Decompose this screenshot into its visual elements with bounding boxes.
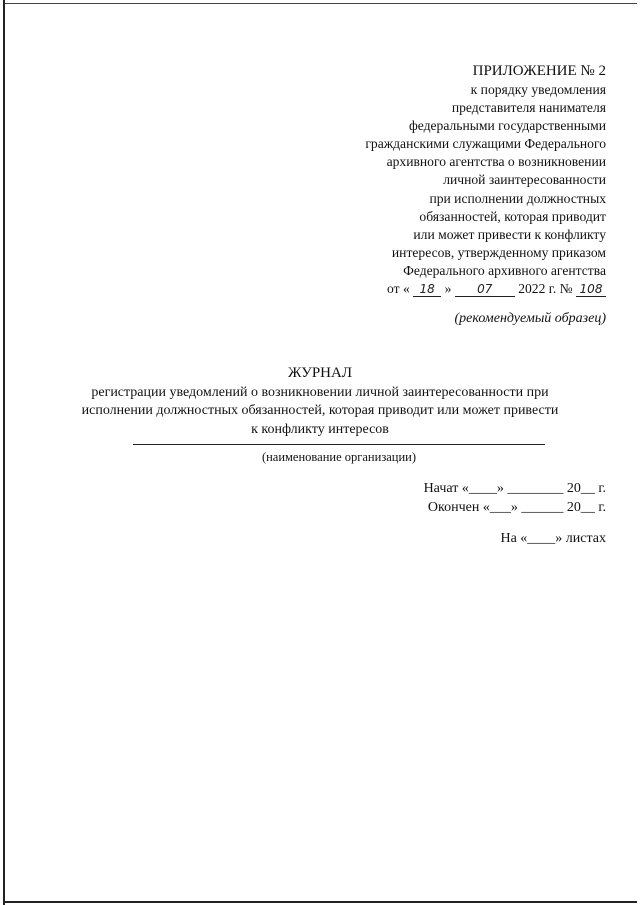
journal-title: ЖУРНАЛ bbox=[287, 365, 353, 381]
appendix-line: представителя нанимателя bbox=[451, 100, 606, 116]
order-mid: » bbox=[444, 281, 452, 297]
order-year: 2022 г. № bbox=[518, 281, 573, 297]
appendix-line: при исполнении должностных bbox=[429, 190, 606, 206]
journal-subtitle-line: к конфликту интересов bbox=[251, 421, 389, 437]
journal-subtitle-line: регистрации уведомлений о возникновении личной заинтересованности при bbox=[91, 384, 549, 400]
appendix-line: личной заинтересованности bbox=[443, 172, 606, 188]
journal-dates bbox=[424, 479, 606, 517]
order-day-handwritten: 18 bbox=[413, 282, 441, 297]
scan-border-top bbox=[3, 3, 637, 4]
appendix-line: федеральными государственными bbox=[408, 118, 606, 134]
organization-caption: (наименование организации) bbox=[261, 450, 417, 464]
appendix-title: ПРИЛОЖЕНИЕ № 2 bbox=[472, 63, 606, 79]
sample-note: (рекомендуемый образец) bbox=[454, 311, 606, 326]
appendix-line: интересов, утвержденному приказом bbox=[391, 244, 606, 260]
order-reference bbox=[365, 280, 606, 298]
sheet-count: На «____» листах bbox=[500, 531, 606, 546]
order-number-handwritten: 108 bbox=[576, 282, 606, 297]
appendix-line: гражданскими служащими Федерального bbox=[365, 136, 606, 152]
appendix-line: или может привести к конфликту bbox=[413, 226, 606, 242]
journal-heading bbox=[0, 364, 640, 439]
appendix-line: Федерального архивного агентства bbox=[403, 262, 606, 278]
order-prefix: от « bbox=[387, 281, 410, 297]
scan-border-bottom bbox=[3, 901, 637, 903]
order-month-handwritten: 07 bbox=[455, 282, 515, 297]
appendix-header bbox=[365, 62, 606, 298]
appendix-line: к порядку уведомления bbox=[470, 82, 606, 97]
appendix-line: обязанностей, которая приводит bbox=[419, 208, 606, 224]
appendix-line: архивного агентства о возникновении bbox=[386, 154, 606, 170]
scan-border-left bbox=[3, 0, 5, 905]
finished-date: Окончен «___» ______ 20__ г. bbox=[427, 500, 606, 515]
journal-subtitle-line: исполнении должностных обязанностей, которая приводит или может привести bbox=[81, 403, 559, 418]
started-date: Начат «____» ________ 20__ г. bbox=[423, 481, 606, 496]
organization-name-line bbox=[133, 444, 545, 445]
